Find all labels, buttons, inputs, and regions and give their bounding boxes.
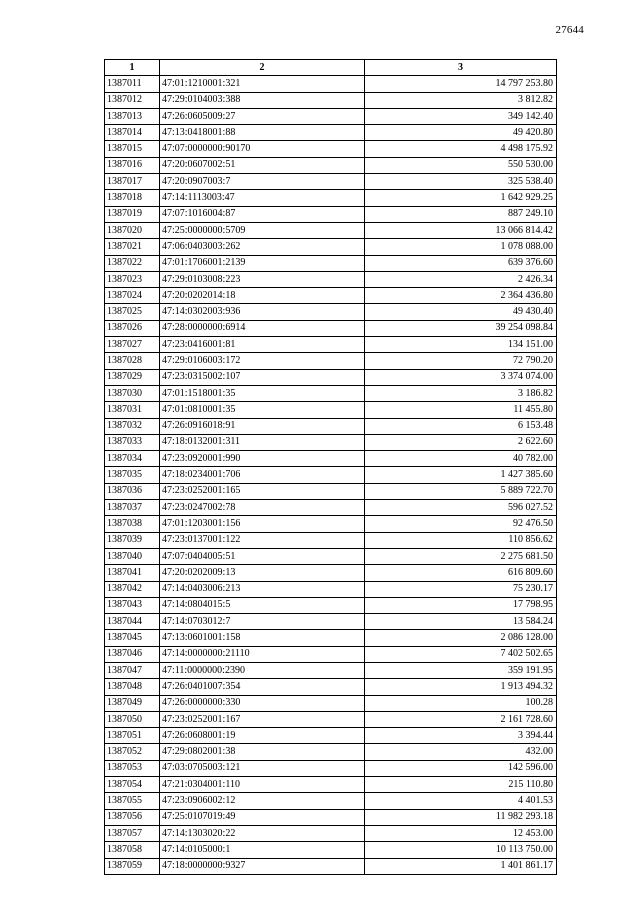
- data-table: [104, 59, 557, 875]
- cell-cadastral-number: 47:23:0416001:81: [160, 337, 365, 353]
- cell-value: 13 066 814.42: [365, 222, 557, 238]
- table-row: [105, 581, 557, 597]
- cell-value: 49 420.80: [365, 125, 557, 141]
- cell-cadastral-number: 47:07:0404005:51: [160, 548, 365, 564]
- cell-cadastral-number: 47:23:0906002:12: [160, 793, 365, 809]
- table-row: [105, 842, 557, 858]
- cell-row-id: 1387059: [105, 858, 160, 874]
- cell-row-id: 1387018: [105, 190, 160, 206]
- cell-value: 2 622.60: [365, 434, 557, 450]
- cell-row-id: 1387049: [105, 695, 160, 711]
- cell-value: 39 254 098.84: [365, 320, 557, 336]
- cell-row-id: 1387046: [105, 646, 160, 662]
- cell-row-id: 1387040: [105, 548, 160, 564]
- cell-row-id: 1387031: [105, 402, 160, 418]
- table-row: [105, 467, 557, 483]
- table-row: [105, 92, 557, 108]
- cell-row-id: 1387048: [105, 679, 160, 695]
- table-row: [105, 662, 557, 678]
- table-row: [105, 679, 557, 695]
- cell-row-id: 1387020: [105, 222, 160, 238]
- cell-value: 10 113 750.00: [365, 842, 557, 858]
- cell-value: 134 151.00: [365, 337, 557, 353]
- table-row: [105, 646, 557, 662]
- cell-value: 4 498 175.92: [365, 141, 557, 157]
- cell-value: 14 797 253.80: [365, 76, 557, 92]
- cell-cadastral-number: 47:25:0000000:5709: [160, 222, 365, 238]
- cell-row-id: 1387013: [105, 108, 160, 124]
- cell-value: 11 455.80: [365, 402, 557, 418]
- header-col-2: 2: [160, 60, 365, 76]
- table-row: [105, 516, 557, 532]
- cell-value: 1 401 861.17: [365, 858, 557, 874]
- cell-cadastral-number: 47:21:0304001:110: [160, 777, 365, 793]
- table-row: [105, 711, 557, 727]
- cell-value: 550 530.00: [365, 157, 557, 173]
- cell-row-id: 1387056: [105, 809, 160, 825]
- cell-value: 639 376.60: [365, 255, 557, 271]
- table-row: [105, 320, 557, 336]
- table-row: [105, 222, 557, 238]
- cell-value: 110 856.62: [365, 532, 557, 548]
- cell-value: 1 913 494.32: [365, 679, 557, 695]
- table-row: [105, 174, 557, 190]
- table-row: [105, 385, 557, 401]
- table-row: [105, 548, 557, 564]
- table-row: [105, 353, 557, 369]
- cell-row-id: 1387043: [105, 597, 160, 613]
- table-row: [105, 451, 557, 467]
- cell-row-id: 1387036: [105, 483, 160, 499]
- cell-row-id: 1387026: [105, 320, 160, 336]
- cell-row-id: 1387022: [105, 255, 160, 271]
- cell-row-id: 1387025: [105, 304, 160, 320]
- cell-cadastral-number: 47:14:1303020:22: [160, 825, 365, 841]
- cell-cadastral-number: 47:20:0202009:13: [160, 565, 365, 581]
- cell-value: 359 191.95: [365, 662, 557, 678]
- cell-cadastral-number: 47:20:0202014:18: [160, 288, 365, 304]
- cell-row-id: 1387058: [105, 842, 160, 858]
- table-row: [105, 500, 557, 516]
- cell-row-id: 1387035: [105, 467, 160, 483]
- cell-value: 12 453.00: [365, 825, 557, 841]
- cell-value: 4 401.53: [365, 793, 557, 809]
- table-row: [105, 402, 557, 418]
- cell-value: 349 142.40: [365, 108, 557, 124]
- cell-row-id: 1387023: [105, 271, 160, 287]
- cell-value: 2 426.34: [365, 271, 557, 287]
- table-row: [105, 532, 557, 548]
- table-row: [105, 728, 557, 744]
- cell-value: 72 790.20: [365, 353, 557, 369]
- cell-cadastral-number: 47:20:0907003:7: [160, 174, 365, 190]
- cell-cadastral-number: 47:18:0132001:311: [160, 434, 365, 450]
- header-col-1: 1: [105, 60, 160, 76]
- table-row: [105, 858, 557, 874]
- cell-cadastral-number: 47:26:0401007:354: [160, 679, 365, 695]
- cell-value: 1 642 929.25: [365, 190, 557, 206]
- cell-cadastral-number: 47:01:1203001:156: [160, 516, 365, 532]
- cell-cadastral-number: 47:20:0607002:51: [160, 157, 365, 173]
- cell-row-id: 1387051: [105, 728, 160, 744]
- cell-row-id: 1387015: [105, 141, 160, 157]
- cell-value: 92 476.50: [365, 516, 557, 532]
- cell-cadastral-number: 47:26:0605009:27: [160, 108, 365, 124]
- cell-row-id: 1387021: [105, 239, 160, 255]
- cell-row-id: 1387019: [105, 206, 160, 222]
- cell-value: 325 538.40: [365, 174, 557, 190]
- cell-value: 1 427 385.60: [365, 467, 557, 483]
- table-row: [105, 793, 557, 809]
- table-row: [105, 777, 557, 793]
- cell-cadastral-number: 47:13:0418001:88: [160, 125, 365, 141]
- table-row: [105, 108, 557, 124]
- cell-row-id: 1387050: [105, 711, 160, 727]
- cell-value: 75 230.17: [365, 581, 557, 597]
- cell-row-id: 1387047: [105, 662, 160, 678]
- table-row: [105, 255, 557, 271]
- cell-cadastral-number: 47:26:0916018:91: [160, 418, 365, 434]
- cell-cadastral-number: 47:03:0705003:121: [160, 760, 365, 776]
- table-row: [105, 434, 557, 450]
- cell-cadastral-number: 47:14:0703012:7: [160, 614, 365, 630]
- cell-value: 1 078 088.00: [365, 239, 557, 255]
- cell-cadastral-number: 47:26:0000000:330: [160, 695, 365, 711]
- cell-cadastral-number: 47:14:0804015:5: [160, 597, 365, 613]
- cell-cadastral-number: 47:23:0247002:78: [160, 500, 365, 516]
- cell-row-id: 1387044: [105, 614, 160, 630]
- cell-cadastral-number: 47:18:0234001:706: [160, 467, 365, 483]
- table-row: [105, 483, 557, 499]
- cell-cadastral-number: 47:23:0315002:107: [160, 369, 365, 385]
- cell-row-id: 1387011: [105, 76, 160, 92]
- cell-row-id: 1387054: [105, 777, 160, 793]
- cell-value: 2 364 436.80: [365, 288, 557, 304]
- cell-value: 596 027.52: [365, 500, 557, 516]
- cell-value: 432.00: [365, 744, 557, 760]
- cell-value: 6 153.48: [365, 418, 557, 434]
- table-row: [105, 288, 557, 304]
- table-row: [105, 614, 557, 630]
- cell-value: 100.28: [365, 695, 557, 711]
- cell-value: 2 086 128.00: [365, 630, 557, 646]
- table-row: [105, 337, 557, 353]
- cell-cadastral-number: 47:23:0920001:990: [160, 451, 365, 467]
- table-row: [105, 271, 557, 287]
- cell-cadastral-number: 47:14:1113003:47: [160, 190, 365, 206]
- cell-cadastral-number: 47:29:0106003:172: [160, 353, 365, 369]
- cell-row-id: 1387041: [105, 565, 160, 581]
- cell-value: 3 812.82: [365, 92, 557, 108]
- table-row: [105, 190, 557, 206]
- cell-cadastral-number: 47:23:0137001:122: [160, 532, 365, 548]
- table-row: [105, 206, 557, 222]
- cell-cadastral-number: 47:23:0252001:165: [160, 483, 365, 499]
- cell-row-id: 1387014: [105, 125, 160, 141]
- cell-cadastral-number: 47:06:0403003:262: [160, 239, 365, 255]
- cell-cadastral-number: 47:29:0103008:223: [160, 271, 365, 287]
- cell-row-id: 1387030: [105, 385, 160, 401]
- cell-row-id: 1387017: [105, 174, 160, 190]
- cell-row-id: 1387024: [105, 288, 160, 304]
- cell-cadastral-number: 47:14:0403006:213: [160, 581, 365, 597]
- cell-cadastral-number: 47:23:0252001:167: [160, 711, 365, 727]
- cell-cadastral-number: 47:07:1016004:87: [160, 206, 365, 222]
- cell-cadastral-number: 47:01:1706001:2139: [160, 255, 365, 271]
- cell-value: 616 809.60: [365, 565, 557, 581]
- table-header: [105, 60, 557, 76]
- table-row: [105, 418, 557, 434]
- cell-row-id: 1387029: [105, 369, 160, 385]
- cell-row-id: 1387034: [105, 451, 160, 467]
- cell-value: 49 430.40: [365, 304, 557, 320]
- cell-value: 2 161 728.60: [365, 711, 557, 727]
- table-row: [105, 597, 557, 613]
- cell-value: 7 402 502.65: [365, 646, 557, 662]
- cell-cadastral-number: 47:28:0000000:6914: [160, 320, 365, 336]
- cell-value: 5 889 722.70: [365, 483, 557, 499]
- cell-value: 3 394.44: [365, 728, 557, 744]
- table-row: [105, 239, 557, 255]
- cell-value: 13 584.24: [365, 614, 557, 630]
- table-row: [105, 760, 557, 776]
- table-row: [105, 744, 557, 760]
- cell-row-id: 1387037: [105, 500, 160, 516]
- cell-row-id: 1387039: [105, 532, 160, 548]
- cell-cadastral-number: 47:25:0107019:49: [160, 809, 365, 825]
- cell-row-id: 1387057: [105, 825, 160, 841]
- cell-row-id: 1387055: [105, 793, 160, 809]
- cell-row-id: 1387012: [105, 92, 160, 108]
- cell-cadastral-number: 47:01:1518001:35: [160, 385, 365, 401]
- table-row: [105, 825, 557, 841]
- cell-value: 17 798.95: [365, 597, 557, 613]
- table-row: [105, 630, 557, 646]
- page-number: 27644: [555, 24, 584, 36]
- cell-value: 887 249.10: [365, 206, 557, 222]
- cell-row-id: 1387038: [105, 516, 160, 532]
- cell-row-id: 1387016: [105, 157, 160, 173]
- cell-cadastral-number: 47:29:0104003:388: [160, 92, 365, 108]
- cell-cadastral-number: 47:01:0810001:35: [160, 402, 365, 418]
- header-col-3: 3: [365, 60, 557, 76]
- table-row: [105, 304, 557, 320]
- table-row: [105, 76, 557, 92]
- table-row: [105, 125, 557, 141]
- cell-cadastral-number: 47:14:0000000:21110: [160, 646, 365, 662]
- cell-cadastral-number: 47:13:0601001:158: [160, 630, 365, 646]
- cell-row-id: 1387042: [105, 581, 160, 597]
- cell-value: 3 374 074.00: [365, 369, 557, 385]
- cell-row-id: 1387052: [105, 744, 160, 760]
- cell-row-id: 1387033: [105, 434, 160, 450]
- table-row: [105, 565, 557, 581]
- table-body: [105, 76, 557, 875]
- cell-row-id: 1387032: [105, 418, 160, 434]
- cell-cadastral-number: 47:14:0105000:1: [160, 842, 365, 858]
- table-row: [105, 695, 557, 711]
- cell-row-id: 1387053: [105, 760, 160, 776]
- cell-cadastral-number: 47:07:0000000:90170: [160, 141, 365, 157]
- cell-row-id: 1387027: [105, 337, 160, 353]
- cell-value: 215 110.80: [365, 777, 557, 793]
- cell-cadastral-number: 47:14:0302003:936: [160, 304, 365, 320]
- cell-value: 40 782.00: [365, 451, 557, 467]
- table-row: [105, 141, 557, 157]
- cell-cadastral-number: 47:29:0802001:38: [160, 744, 365, 760]
- cell-cadastral-number: 47:26:0608001:19: [160, 728, 365, 744]
- table-header-row: [105, 60, 557, 76]
- table-row: [105, 369, 557, 385]
- table-row: [105, 157, 557, 173]
- table-row: [105, 809, 557, 825]
- cell-row-id: 1387045: [105, 630, 160, 646]
- cell-cadastral-number: 47:11:0000000:2390: [160, 662, 365, 678]
- cell-value: 2 275 681.50: [365, 548, 557, 564]
- cell-cadastral-number: 47:18:0000000:9327: [160, 858, 365, 874]
- cell-value: 3 186.82: [365, 385, 557, 401]
- cell-cadastral-number: 47:01:1210001:321: [160, 76, 365, 92]
- cell-value: 11 982 293.18: [365, 809, 557, 825]
- cell-value: 142 596.00: [365, 760, 557, 776]
- cell-row-id: 1387028: [105, 353, 160, 369]
